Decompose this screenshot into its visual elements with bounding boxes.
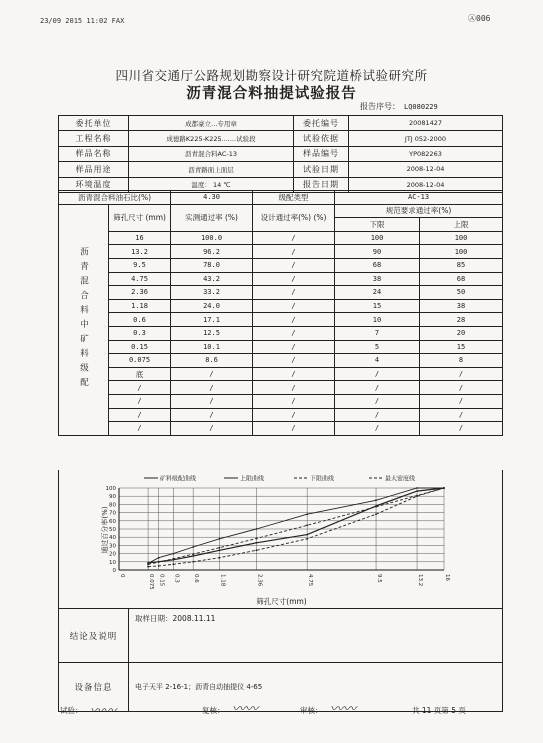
series-line-1 bbox=[148, 488, 444, 563]
y-tick-label: 50 bbox=[109, 527, 116, 533]
gradation-measured-cell: 10.1 bbox=[171, 340, 253, 354]
gradation-design-cell: / bbox=[253, 245, 335, 259]
measured-header: 实测通过率 (%) bbox=[171, 204, 253, 231]
legend-label: 下限曲线 bbox=[310, 475, 335, 483]
gradation-lower-cell: 10 bbox=[335, 313, 420, 327]
series-line-4 bbox=[148, 488, 444, 564]
info-value: 沥青路面上面层 bbox=[129, 162, 294, 177]
gradation-row bbox=[59, 272, 503, 286]
info-value: 沥青混合料AC-13 bbox=[129, 146, 294, 161]
x-tick-label: 2.36 bbox=[256, 574, 263, 587]
info-value: 20081427 bbox=[349, 116, 503, 131]
gradation-upper-cell: 20 bbox=[420, 326, 503, 340]
gradation-row bbox=[59, 354, 503, 368]
data-point bbox=[219, 538, 221, 540]
data-point bbox=[306, 538, 308, 540]
gradation-sieve-cell: 0.6 bbox=[109, 313, 171, 327]
data-point bbox=[158, 561, 160, 563]
gradation-upper-cell: 100 bbox=[420, 231, 503, 245]
equipment-label: 设备信息 bbox=[59, 663, 129, 712]
data-point bbox=[192, 553, 194, 555]
gradation-table bbox=[58, 190, 503, 436]
data-point bbox=[158, 565, 160, 567]
info-row bbox=[59, 116, 503, 131]
info-key: 样品用途 bbox=[59, 162, 129, 177]
data-point bbox=[375, 513, 377, 515]
data-point bbox=[416, 495, 418, 497]
gradation-measured-cell: / bbox=[171, 408, 253, 422]
tester-label: 试验： bbox=[60, 706, 83, 715]
x-axis-title: 筛孔尺寸(mm) bbox=[256, 597, 307, 606]
x-tick-label: 4.75 bbox=[307, 574, 314, 587]
gradation-sieve-cell: 9.5 bbox=[109, 258, 171, 272]
info-value: 2008-12-04 bbox=[349, 162, 503, 177]
y-tick-label: 0 bbox=[112, 568, 116, 574]
data-point bbox=[443, 487, 445, 489]
gradation-sieve-cell: 4.75 bbox=[109, 272, 171, 286]
gradation-lower-cell: 38 bbox=[335, 272, 420, 286]
conclusion-table bbox=[58, 608, 503, 712]
report-number bbox=[360, 101, 438, 112]
organization-title: 四川省交通厅公路规划勘察设计研究院道桥试验研究所 bbox=[115, 68, 428, 83]
page-count: 共 11 页第 5 页 bbox=[412, 706, 466, 715]
gradation-lower-cell: / bbox=[335, 422, 420, 436]
conclusion-label: 结论及说明 bbox=[59, 609, 129, 663]
gradation-sieve-cell: 13.2 bbox=[109, 245, 171, 259]
gradation-lower-cell: 68 bbox=[335, 258, 420, 272]
gradation-upper-cell: / bbox=[420, 422, 503, 436]
ratio-label: 沥青混合料油石比(%) bbox=[59, 191, 171, 205]
gradation-sieve-cell: / bbox=[109, 408, 171, 422]
legend-label: 最大密度线 bbox=[385, 475, 416, 483]
data-point bbox=[306, 524, 308, 526]
data-point bbox=[416, 487, 418, 489]
gradation-sieve-cell: 2.36 bbox=[109, 286, 171, 300]
info-key: 委托单位 bbox=[59, 116, 129, 131]
x-tick-label: 0 bbox=[119, 574, 125, 578]
info-key: 样品名称 bbox=[59, 146, 129, 161]
info-key: 工程名称 bbox=[59, 131, 129, 146]
data-point bbox=[158, 557, 160, 559]
gradation-row bbox=[59, 367, 503, 381]
series-line-2 bbox=[148, 488, 444, 563]
gradation-upper-cell: 38 bbox=[420, 299, 503, 313]
info-value: 2008-12-04 bbox=[349, 177, 503, 192]
data-point bbox=[172, 553, 174, 555]
data-point bbox=[256, 538, 258, 540]
gradation-upper-cell: 85 bbox=[420, 258, 503, 272]
y-tick-label: 70 bbox=[109, 510, 116, 517]
gradation-sieve-cell: / bbox=[109, 422, 171, 436]
report-number-label: 报告序号： bbox=[360, 102, 400, 111]
gradation-design-cell: / bbox=[253, 313, 335, 327]
x-tick-label: 9.5 bbox=[376, 574, 383, 583]
gradation-measured-cell: 8.6 bbox=[171, 354, 253, 368]
gradation-measured-cell: 17.1 bbox=[171, 313, 253, 327]
gradation-row bbox=[59, 326, 503, 340]
gradation-design-cell: / bbox=[253, 231, 335, 245]
design-header: 设计通过率(%) (%) bbox=[253, 204, 335, 231]
info-key: 委托编号 bbox=[294, 116, 349, 131]
fax-header: 23/09 2015 11:02 FAX bbox=[40, 17, 125, 25]
gradation-measured-cell: / bbox=[171, 394, 253, 408]
gradation-row bbox=[59, 231, 503, 245]
gradation-upper-cell: 8 bbox=[420, 354, 503, 368]
data-point bbox=[256, 528, 258, 530]
gradation-design-cell: / bbox=[253, 381, 335, 395]
data-point bbox=[375, 506, 377, 508]
gradation-lower-cell: / bbox=[335, 408, 420, 422]
gradation-row bbox=[59, 286, 503, 300]
gradation-row bbox=[59, 408, 503, 422]
spec-lower-header: 下限 bbox=[335, 218, 420, 232]
gradation-design-cell: / bbox=[253, 286, 335, 300]
gradation-measured-cell: / bbox=[171, 367, 253, 381]
series-line-3 bbox=[148, 488, 444, 567]
y-tick-label: 60 bbox=[109, 518, 116, 525]
x-tick-label: 0.075 bbox=[148, 574, 155, 590]
info-value: 温度： 14 ℃ bbox=[129, 177, 294, 192]
y-tick-label: 90 bbox=[109, 494, 116, 501]
x-tick-label: 0.6 bbox=[193, 574, 200, 583]
gradation-sieve-cell: 0.15 bbox=[109, 340, 171, 354]
fax-page-mark: Ⓐ006 bbox=[468, 14, 491, 23]
report-title: 沥青混合料抽提试验报告 bbox=[186, 85, 357, 102]
gradation-design-cell: / bbox=[253, 272, 335, 286]
data-point bbox=[219, 549, 221, 551]
legend-label: 上限曲线 bbox=[240, 475, 265, 483]
gradation-upper-cell: 68 bbox=[420, 272, 503, 286]
gradation-lower-cell: / bbox=[335, 394, 420, 408]
info-row bbox=[59, 162, 503, 177]
data-point bbox=[172, 558, 174, 560]
spec-upper-header: 上限 bbox=[420, 218, 503, 232]
gradation-design-cell: / bbox=[253, 354, 335, 368]
info-row bbox=[59, 131, 503, 146]
gradation-row bbox=[59, 381, 503, 395]
gradation-upper-cell: / bbox=[420, 394, 503, 408]
info-row bbox=[59, 146, 503, 161]
data-point bbox=[172, 563, 174, 565]
gradation-sieve-cell: 0.3 bbox=[109, 326, 171, 340]
equipment-text: 电子天平 2-16-1；沥青自动抽提仪 4-65 bbox=[129, 663, 503, 712]
gradation-lower-cell: 24 bbox=[335, 286, 420, 300]
gradation-chart bbox=[59, 470, 502, 608]
grade-type-label: 级配类型 bbox=[253, 191, 335, 205]
gradation-sieve-cell: 底 bbox=[109, 367, 171, 381]
info-value: 成德路K225-K225.......试验段 bbox=[129, 131, 294, 146]
data-point bbox=[147, 564, 149, 566]
y-tick-label: 100 bbox=[105, 486, 116, 492]
gradation-measured-cell: 12.5 bbox=[171, 326, 253, 340]
gradation-design-cell: / bbox=[253, 326, 335, 340]
x-tick-label: 16 bbox=[444, 574, 450, 581]
y-tick-label: 20 bbox=[109, 551, 116, 558]
gradation-measured-cell: 96.2 bbox=[171, 245, 253, 259]
y-tick-label: 30 bbox=[109, 543, 116, 550]
y-tick-label: 80 bbox=[109, 502, 116, 509]
data-point bbox=[219, 547, 221, 549]
legend-label: 矿料级配曲线 bbox=[160, 475, 197, 483]
gradation-measured-cell: 24.0 bbox=[171, 299, 253, 313]
gradation-sieve-cell: / bbox=[109, 394, 171, 408]
gradation-lower-cell: 90 bbox=[335, 245, 420, 259]
approver-signature: 〰〰 bbox=[330, 702, 357, 717]
gradation-sieve-cell: / bbox=[109, 381, 171, 395]
approver-label: 审核： bbox=[300, 706, 323, 715]
gradation-design-cell: / bbox=[253, 394, 335, 408]
x-tick-label: 0.15 bbox=[158, 574, 165, 587]
info-key: 试验日期 bbox=[294, 162, 349, 177]
sieve-header: 筛孔尺寸 (mm) bbox=[109, 204, 171, 231]
gradation-row bbox=[59, 313, 503, 327]
x-tick-label: 1.18 bbox=[219, 574, 226, 587]
gradation-upper-cell: / bbox=[420, 381, 503, 395]
gradation-upper-cell: 15 bbox=[420, 340, 503, 354]
gradation-lower-cell: 5 bbox=[335, 340, 420, 354]
x-tick-label: 0.3 bbox=[173, 574, 180, 583]
data-point bbox=[416, 490, 418, 492]
gradation-measured-cell: / bbox=[171, 422, 253, 436]
gradation-measured-cell: 78.0 bbox=[171, 258, 253, 272]
data-point bbox=[192, 546, 194, 548]
data-point bbox=[192, 555, 194, 557]
x-tick-label: 13.2 bbox=[417, 574, 424, 587]
gradation-row bbox=[59, 258, 503, 272]
gradation-sieve-cell: 16 bbox=[109, 231, 171, 245]
data-point bbox=[256, 542, 258, 544]
gradation-lower-cell: 7 bbox=[335, 326, 420, 340]
gradation-upper-cell: 28 bbox=[420, 313, 503, 327]
report-number-value: LQ080229 bbox=[404, 103, 438, 111]
gradation-design-cell: / bbox=[253, 258, 335, 272]
info-value: JTJ 052-2000 bbox=[349, 131, 503, 146]
gradation-row bbox=[59, 340, 503, 354]
info-key: 试验依据 bbox=[294, 131, 349, 146]
side-label: 沥青混合料中矿料级配 bbox=[59, 204, 109, 435]
conclusion-text: 取样日期：2008.11.11 bbox=[129, 609, 503, 663]
gradation-design-cell: / bbox=[253, 367, 335, 381]
spec-header: 规范要求通过率(%) bbox=[335, 204, 503, 218]
gradation-lower-cell: 4 bbox=[335, 354, 420, 368]
info-key: 环境温度 bbox=[59, 177, 129, 192]
gradation-measured-cell: 43.2 bbox=[171, 272, 253, 286]
reviewer-label: 复核： bbox=[202, 706, 225, 715]
data-point bbox=[256, 549, 258, 551]
y-tick-label: 40 bbox=[109, 535, 116, 542]
gradation-upper-cell: / bbox=[420, 408, 503, 422]
gradation-row bbox=[59, 299, 503, 313]
info-key: 样品编号 bbox=[294, 146, 349, 161]
data-point bbox=[219, 557, 221, 559]
data-point bbox=[375, 499, 377, 501]
data-point bbox=[147, 566, 149, 568]
gradation-upper-cell: 100 bbox=[420, 245, 503, 259]
data-point bbox=[192, 561, 194, 563]
gradation-design-cell: / bbox=[253, 340, 335, 354]
gradation-design-cell: / bbox=[253, 408, 335, 422]
reviewer-signature: 〰〰 bbox=[232, 702, 259, 717]
info-key: 报告日期 bbox=[294, 177, 349, 192]
data-point bbox=[306, 513, 308, 515]
gradation-design-cell: / bbox=[253, 299, 335, 313]
tester-signature: 〰〰 bbox=[90, 704, 117, 719]
gradation-measured-cell: / bbox=[171, 381, 253, 395]
data-point bbox=[306, 534, 308, 536]
info-value: 成都豪立...专用章 bbox=[129, 116, 294, 131]
gradation-row bbox=[59, 422, 503, 436]
grade-type-value: AC-13 bbox=[335, 191, 503, 205]
gradation-lower-cell: / bbox=[335, 381, 420, 395]
y-axis-title: 通过百分率(%) bbox=[101, 506, 109, 554]
chart-panel bbox=[58, 470, 503, 609]
gradation-lower-cell: 100 bbox=[335, 231, 420, 245]
gradation-sieve-cell: 0.075 bbox=[109, 354, 171, 368]
gradation-design-cell: / bbox=[253, 422, 335, 436]
info-value: YP082263 bbox=[349, 146, 503, 161]
gradation-measured-cell: 100.0 bbox=[171, 231, 253, 245]
y-tick-label: 10 bbox=[109, 559, 116, 566]
gradation-row bbox=[59, 245, 503, 259]
gradation-upper-cell: 50 bbox=[420, 286, 503, 300]
gradation-row bbox=[59, 394, 503, 408]
gradation-measured-cell: 33.2 bbox=[171, 286, 253, 300]
gradation-sieve-cell: 1.18 bbox=[109, 299, 171, 313]
gradation-upper-cell: / bbox=[420, 367, 503, 381]
gradation-lower-cell: 15 bbox=[335, 299, 420, 313]
ratio-value: 4.30 bbox=[171, 191, 253, 205]
gradation-lower-cell: / bbox=[335, 367, 420, 381]
info-table bbox=[58, 115, 503, 193]
